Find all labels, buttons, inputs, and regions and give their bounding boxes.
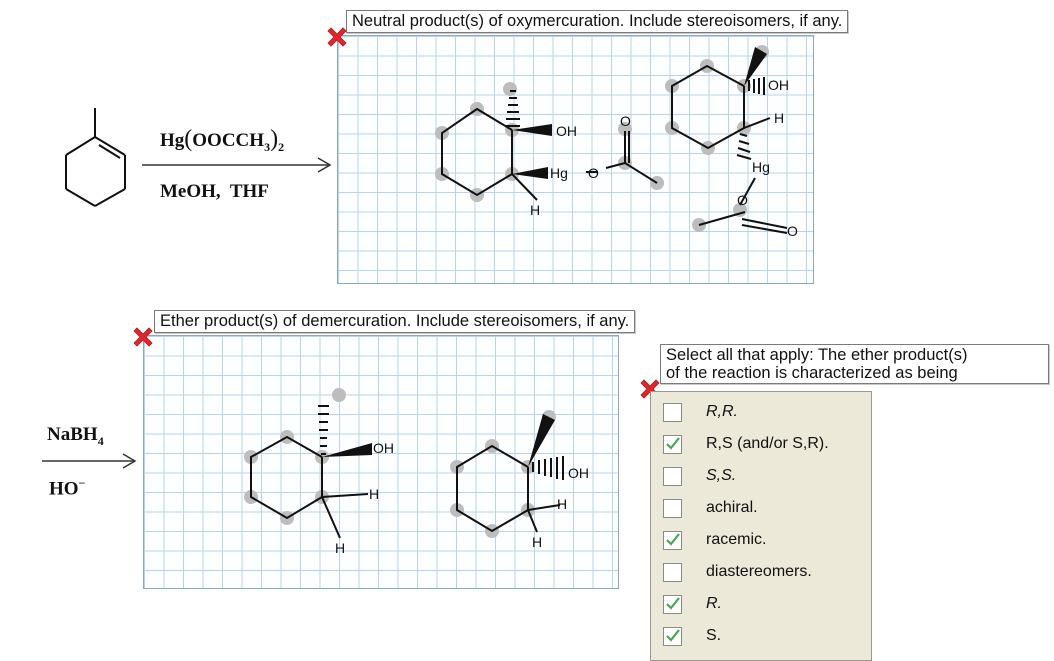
checkmark-icon: [665, 628, 681, 644]
option-label: racemic.: [706, 531, 767, 548]
option-rs[interactable]: [663, 431, 829, 457]
option-achiral[interactable]: [663, 495, 758, 521]
option-checkbox[interactable]: [663, 531, 682, 550]
options-panel: [650, 391, 872, 661]
reagent-hg-oac: $Hg(OOCCH_3)_2$: [160, 126, 285, 154]
option-checkbox[interactable]: [663, 595, 682, 614]
methylcyclohexene-structure: [55, 100, 135, 215]
reaction-arrow-1: [140, 155, 335, 175]
atom-oh-1: OH: [556, 123, 577, 139]
ether-products: [143, 335, 618, 588]
oxymercuration-products: [337, 35, 813, 283]
option-s[interactable]: [663, 623, 721, 649]
atom-o-1: O: [588, 165, 599, 181]
atom-oh-3: OH: [373, 440, 394, 456]
option-checkbox[interactable]: [663, 403, 682, 422]
atom-h-2: H: [774, 110, 785, 126]
option-label: R,R.: [706, 403, 738, 420]
question1-prompt: Neutral product(s) of oxymercuration. Include stereoisomers, if any.: [346, 10, 848, 33]
checkmark-icon: [665, 532, 681, 548]
atom-oh-4: OH: [568, 465, 589, 481]
atom-h-6: H: [532, 534, 543, 550]
atom-hg-1: Hg: [550, 165, 568, 181]
reaction-conditions-1: MeOH, THF: [160, 181, 269, 202]
reagent-hydroxide: HO−: [49, 476, 86, 500]
option-label: R,S (and/or S,R).: [706, 435, 829, 452]
option-label: diastereomers.: [706, 563, 812, 580]
option-ss[interactable]: [663, 463, 736, 489]
option-label: R.: [706, 595, 722, 612]
checkmark-icon: [665, 436, 681, 452]
option-checkbox[interactable]: [663, 563, 682, 582]
option-diastereomers[interactable]: [663, 559, 812, 585]
atom-h-3: H: [369, 486, 380, 502]
atom-o-3: O: [737, 192, 748, 208]
option-checkbox[interactable]: [663, 499, 682, 518]
option-rr[interactable]: [663, 399, 738, 425]
option-r[interactable]: [663, 591, 722, 617]
reaction-arrow-2: [40, 451, 140, 471]
option-checkbox[interactable]: [663, 627, 682, 646]
question3-prompt-line2: of the reaction is characterized as being: [666, 364, 958, 382]
reagent-nabh4: NaBH$_4$: [47, 424, 104, 448]
option-label: S.: [706, 627, 722, 644]
option-checkbox[interactable]: [663, 435, 682, 454]
atom-h-4: H: [335, 540, 346, 556]
option-label: achiral.: [706, 499, 758, 516]
atom-hg-2: Hg: [752, 159, 770, 175]
atom-oh-2: OH: [768, 77, 789, 93]
question2-prompt: Ether product(s) of demercuration. Include stereoisomers, if any.: [154, 310, 635, 333]
option-label: S,S.: [706, 467, 737, 484]
atom-h-5: H: [557, 496, 568, 512]
option-checkbox[interactable]: [663, 467, 682, 486]
question3-prompt: [660, 344, 1049, 384]
checkmark-icon: [665, 596, 681, 612]
atom-o-4: O: [787, 223, 798, 239]
option-racemic[interactable]: [663, 527, 766, 553]
atom-h-1: H: [530, 202, 541, 218]
question3-prompt-line1: Select all that apply: The ether product(s): [666, 346, 968, 364]
atom-o-2: O: [620, 113, 631, 129]
